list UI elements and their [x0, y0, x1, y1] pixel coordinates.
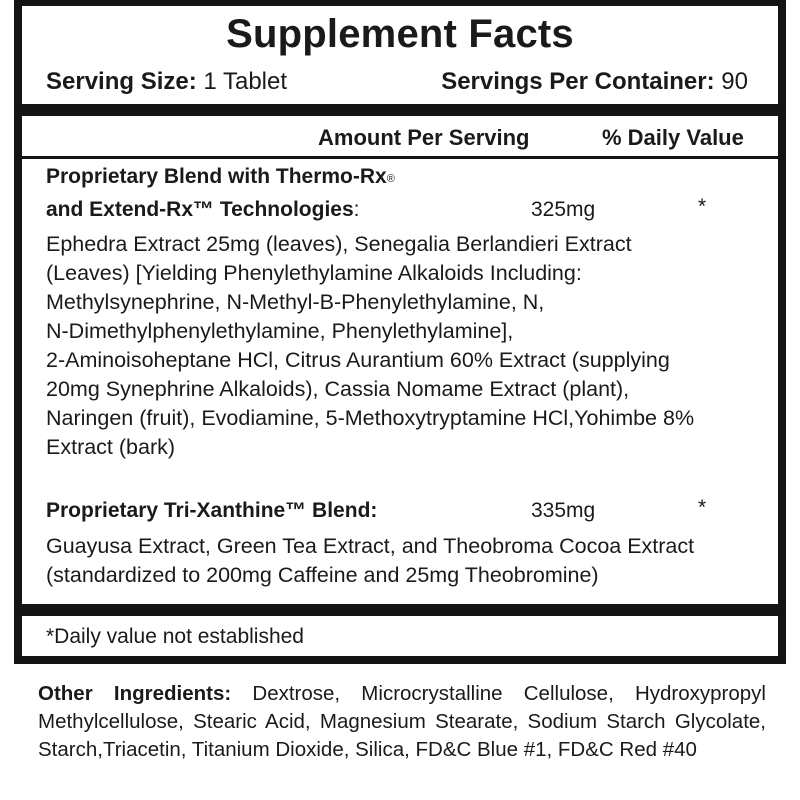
serving-size	[46, 66, 287, 98]
serving-size-label: Serving Size:	[46, 68, 197, 95]
blend1-ingredient-line: N-Dimethylphenylethylamine, Phenylethylamine],	[46, 319, 514, 343]
blend1-name-line2: and Extend-Rx™ Technologies:	[46, 198, 360, 221]
divider-thick	[22, 104, 778, 116]
other-ingredients-label: Other Ingredients:	[38, 682, 232, 705]
blend2-amount: 335mg	[531, 499, 596, 522]
divider-thin	[22, 156, 778, 159]
blend2-name: Proprietary Tri-Xanthine™ Blend:	[46, 499, 378, 522]
panel-title: Supplement Facts	[226, 12, 574, 56]
blend1-ingredient-line: Extract (bark)	[46, 435, 176, 459]
other-ingredients	[38, 680, 766, 764]
servings-per-container-label: Servings Per Container:	[441, 68, 715, 95]
column-header-daily-value: % Daily Value	[602, 125, 744, 150]
supplement-facts-panel	[14, 0, 786, 664]
serving-size-value: 1 Tablet	[203, 68, 288, 95]
serving-info	[46, 66, 748, 98]
footnote: *Daily value not established	[46, 625, 304, 648]
blend2-ingredients	[46, 532, 766, 590]
blend1-ingredient-line: (Leaves) [Yielding Phenylethylamine Alkaloids Including:	[46, 261, 582, 285]
servings-per-container	[441, 66, 748, 98]
blend1-ingredient-line: 2-Aminoisoheptane HCl, Citrus Aurantium 60% Extract (supplying	[46, 348, 670, 372]
blend1-name-line1: Proprietary Blend with Thermo-Rx®	[46, 165, 395, 188]
blend1-ingredient-line: Ephedra Extract 25mg (leaves), Senegalia Berlandieri Extract	[46, 232, 632, 256]
blend2-daily-value: *	[698, 496, 707, 519]
blend1-ingredients	[46, 230, 766, 462]
blend1-ingredient-line: Naringen (fruit), Evodiamine, 5-Methoxytryptamine HCl,Yohimbe 8%	[46, 406, 695, 430]
blend1-ingredient-line: Methylsynephrine, N-Methyl-B-Phenylethylamine, N,	[46, 290, 545, 314]
blend1-ingredient-line: 20mg Synephrine Alkaloids), Cassia Nomame Extract (plant),	[46, 377, 630, 401]
blend1-amount: 325mg	[531, 198, 596, 221]
servings-per-container-value: 90	[721, 68, 748, 95]
column-header-amount: Amount Per Serving	[318, 125, 530, 150]
other-ingredients-text: Dextrose, Microcrystalline Cellulose, Hydroxypropyl Methylcellulose, Stearic Acid, Magnesium Stearate, Sodium Starch Glycolate, Starch,Triacetin, Titanium Dioxide, Silica, FD&C Blue #1, FD&C Red #40	[38, 682, 766, 761]
registered-mark: ®	[386, 173, 395, 185]
blend2-ingredient-line: Guayusa Extract, Green Tea Extract, and Theobroma Cocoa Extract	[46, 534, 695, 558]
blend2-ingredient-line: (standardized to 200mg Caffeine and 25mg Theobromine)	[46, 563, 599, 587]
divider-thick-bottom	[22, 604, 778, 616]
blend1-daily-value: *	[698, 195, 707, 218]
